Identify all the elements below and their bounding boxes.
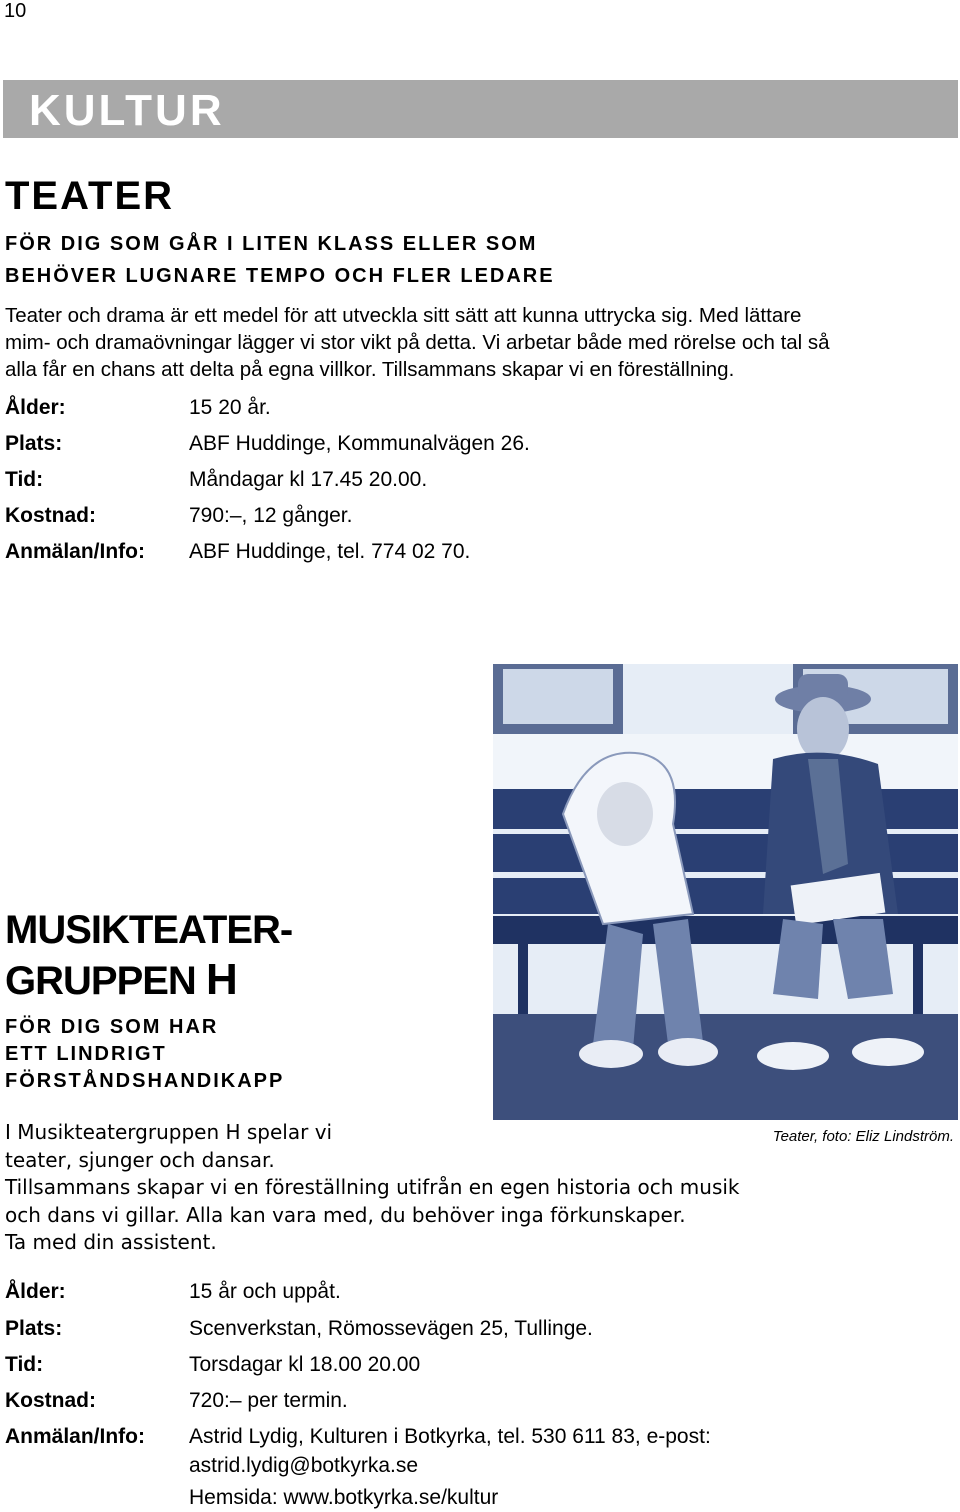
musikteater-subtitle-line: ETT LINDRIGT bbox=[5, 1043, 167, 1065]
detail-label: Anmälan/Info: bbox=[5, 1425, 145, 1448]
musikteater-description-line: teater, sjunger och dansar. bbox=[5, 1147, 275, 1172]
detail-value: ABF Huddinge, tel. 774 02 70. bbox=[189, 540, 471, 563]
teater-photo bbox=[493, 664, 958, 1120]
detail-label: Kostnad: bbox=[5, 1389, 96, 1412]
musikteater-heading bbox=[5, 905, 292, 1006]
page-number: 10 bbox=[4, 0, 27, 22]
detail-label: Kostnad: bbox=[5, 504, 96, 527]
detail-value: Torsdagar kl 18.00 20.00 bbox=[189, 1353, 421, 1376]
teater-description bbox=[5, 302, 960, 383]
detail-value: 720:– per termin. bbox=[189, 1389, 348, 1412]
teater-subtitle-line: FÖR DIG SOM GÅR I LITEN KLASS ELLER SOM bbox=[5, 233, 538, 255]
teater-description-line: Teater och drama är ett medel för att utveckla sitt sätt att kunna uttrycka sig. Med lättare bbox=[5, 304, 802, 327]
homepage-link[interactable]: Hemsida: www.botkyrka.se/kultur bbox=[189, 1486, 499, 1509]
musikteater-description-line: Ta med din assistent. bbox=[5, 1230, 217, 1254]
detail-label: Ålder: bbox=[5, 396, 66, 419]
musikteater-heading-line: MUSIKTEATER- bbox=[5, 908, 293, 952]
musikteater-subtitle bbox=[5, 1014, 284, 1095]
teater-description-line: mim- och dramaövningar lägger vi stor vikt på detta. Vi arbetar både med rörelse och tal så bbox=[5, 331, 830, 354]
detail-value: 15 20 år. bbox=[189, 396, 271, 419]
detail-label: Plats: bbox=[5, 432, 63, 455]
detail-value: 790:–, 12 gånger. bbox=[189, 504, 353, 527]
detail-value: Måndagar kl 17.45 20.00. bbox=[189, 468, 428, 491]
detail-value: Scenverkstan, Römossevägen 25, Tullinge. bbox=[189, 1317, 593, 1340]
detail-value: Astrid Lydig, Kulturen i Botkyrka, tel. 530 611 83, e-post: bbox=[189, 1425, 711, 1448]
musikteater-description-line: Tillsammans skapar vi en föreställning utifrån en egen historia och musik bbox=[5, 1175, 740, 1199]
detail-value: ABF Huddinge, Kommunalvägen 26. bbox=[189, 432, 530, 455]
section-banner bbox=[3, 80, 958, 138]
musikteater-subtitle-line: FÖRSTÅNDSHANDIKAPP bbox=[5, 1070, 285, 1092]
teater-subtitle-line: BEHÖVER LUGNARE TEMPO OCH FLER LEDARE bbox=[5, 265, 555, 287]
detail-label: Tid: bbox=[5, 1353, 44, 1376]
detail-label: Tid: bbox=[5, 468, 44, 491]
detail-value: 15 år och uppåt. bbox=[189, 1280, 341, 1303]
teater-description-line: alla får en chans att delta på egna villkor. Tillsammans skapar vi en föreställning. bbox=[5, 358, 735, 381]
detail-label: Plats: bbox=[5, 1317, 63, 1340]
section-title: KULTUR bbox=[29, 86, 225, 135]
teater-subtitle bbox=[5, 228, 555, 292]
contact-email[interactable]: astrid.lydig@botkyrka.se bbox=[189, 1454, 419, 1477]
musikteater-heading-letter: H bbox=[205, 955, 237, 1004]
musikteater-description-line: och dans vi gillar. Alla kan vara med, du behöver inga förkunskaper. bbox=[5, 1202, 686, 1227]
photo-caption: Teater, foto: Eliz Lindström. bbox=[772, 1128, 954, 1145]
detail-label: Anmälan/Info: bbox=[5, 540, 145, 563]
photo-illustration bbox=[493, 664, 958, 1120]
detail-label: Ålder: bbox=[5, 1280, 66, 1303]
musikteater-description bbox=[5, 1119, 740, 1257]
musikteater-subtitle-line: FÖR DIG SOM HAR bbox=[5, 1016, 219, 1038]
musikteater-heading-line bbox=[5, 955, 292, 1006]
musikteater-description-line: I Musikteatergruppen H spelar vi bbox=[5, 1120, 333, 1144]
teater-heading: TEATER bbox=[5, 174, 175, 218]
musikteater-heading-word: GRUPPEN bbox=[5, 959, 196, 1003]
